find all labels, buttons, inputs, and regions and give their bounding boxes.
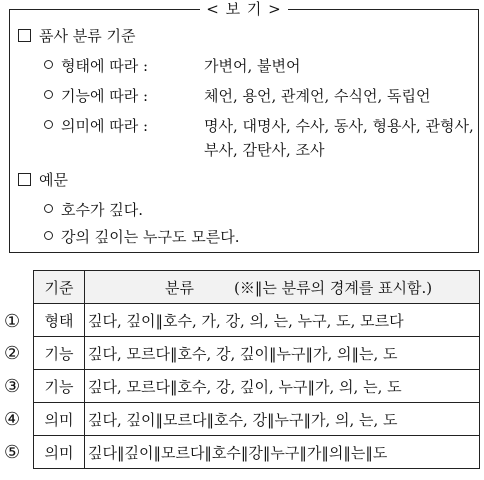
table-row (34, 304, 480, 337)
criteria-item (44, 116, 474, 136)
bogi-box (9, 0, 479, 253)
header-classification: 분류 (165, 278, 194, 297)
example-sentence: 호수가 깊다. (44, 200, 143, 220)
row-result: 깊다, 모르다‖호수, 강, 깊이‖누구‖가, 의‖는, 도 (85, 337, 480, 370)
table-row (34, 403, 480, 436)
header-note: (※‖는 분류의 경계를 표시함.) (233, 278, 433, 297)
example-sentence: 강의 깊이는 누구도 모른다. (44, 227, 239, 247)
square-bullet-icon (18, 173, 31, 186)
circle-bullet-icon (44, 90, 53, 99)
circle-bullet-icon (44, 231, 53, 240)
table-row (34, 337, 480, 370)
option-number[interactable]: ④ (4, 409, 21, 430)
criteria-value-continued: 부사, 감탄사, 조사 (204, 141, 325, 159)
criteria-label: 형태에 따라 : (61, 57, 149, 75)
table-row (34, 436, 480, 469)
row-criterion: 의미 (34, 436, 85, 469)
circle-bullet-icon (44, 120, 53, 129)
header-criterion: 기준 (34, 271, 85, 304)
row-criterion: 의미 (34, 403, 85, 436)
circle-bullet-icon (44, 204, 53, 213)
criteria-value: 명사, 대명사, 수사, 동사, 형용사, 관형사, (204, 117, 474, 135)
square-bullet-icon (18, 29, 31, 42)
option-number[interactable]: ② (4, 343, 21, 364)
circle-bullet-icon (44, 60, 53, 69)
option-number[interactable]: ③ (4, 376, 21, 397)
criteria-item (44, 86, 464, 106)
row-result: 깊다, 깊이‖모르다‖호수, 강‖누구‖가, 의, 는, 도 (85, 403, 480, 436)
criteria-value: 체언, 용언, 관계언, 수식언, 독립언 (204, 87, 431, 105)
criteria-value: 가변어, 불변어 (204, 57, 301, 75)
header-classification-cell (85, 271, 480, 304)
option-number[interactable]: ① (4, 311, 21, 332)
classification-table (33, 270, 480, 469)
row-result: 깊다‖깊이‖모르다‖호수‖강‖누구‖가‖의‖는‖도 (85, 436, 480, 469)
criteria-label: 의미에 따라 : (61, 117, 149, 135)
option-number[interactable]: ⑤ (4, 442, 21, 463)
row-criterion: 기능 (34, 337, 85, 370)
row-criterion: 기능 (34, 370, 85, 403)
row-criterion: 형태 (34, 304, 85, 337)
row-result: 깊다, 깊이‖호수, 가, 강, 의, 는, 누구, 도, 모르다 (85, 304, 480, 337)
table-row (34, 370, 480, 403)
section-examples-heading: 예문 (18, 170, 68, 190)
criteria-item (44, 56, 464, 76)
section-criteria-heading: 품사 분류 기준 (18, 26, 135, 46)
table-header-row (34, 271, 480, 304)
row-result: 깊다, 모르다‖호수, 강, 깊이, 누구‖가, 의, 는, 도 (85, 370, 480, 403)
criteria-label: 기능에 따라 : (61, 87, 149, 105)
bogi-title: < 보 기 > (10, 1, 478, 17)
